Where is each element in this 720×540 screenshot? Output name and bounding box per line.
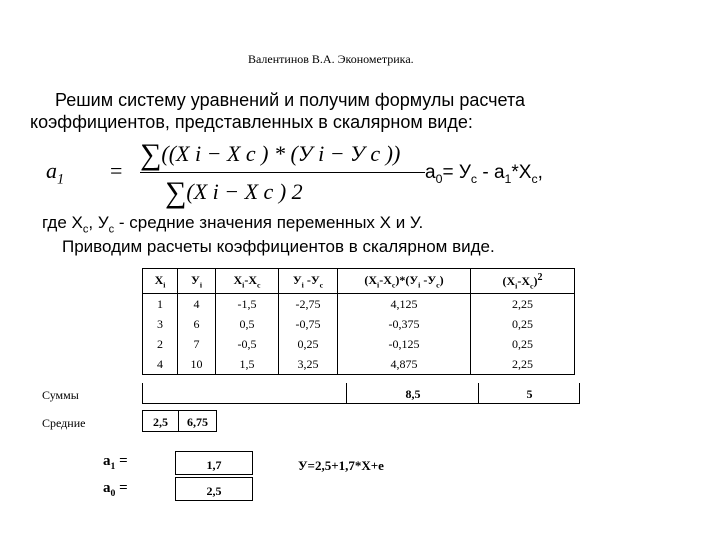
- sigma-icon: ∑: [140, 138, 162, 171]
- table-row: [143, 314, 575, 334]
- cell: 4,875: [338, 354, 471, 375]
- cell: -0,75: [279, 314, 338, 334]
- cell: -0,375: [338, 314, 471, 334]
- table-row: [143, 334, 575, 354]
- cell: 6: [178, 314, 216, 334]
- cell: 3: [143, 314, 178, 334]
- intro-line-1: Решим систему уравнений и получим формулы расчета: [55, 90, 526, 110]
- table-row: [143, 354, 575, 375]
- cell: 2: [143, 334, 178, 354]
- a1-result-value: 1,7: [175, 451, 253, 475]
- cell: 10: [178, 354, 216, 375]
- cell: 2,25: [471, 294, 575, 315]
- average-x: 2,5: [142, 410, 179, 432]
- header-xi: $X_i$: [143, 269, 178, 294]
- a0-formula: $a_0= У_c - a_1*X_c$,: [425, 162, 543, 186]
- cell: 0,25: [471, 314, 575, 334]
- cell: 7: [178, 334, 216, 354]
- calculation-table: [142, 268, 575, 375]
- a0-result-label: $a_0$ =: [103, 480, 128, 499]
- header-product: $(X_i-X_c)*(У_i$ $-У_c$): [338, 269, 471, 294]
- cell: 1,5: [216, 354, 279, 375]
- table-header-row: [143, 269, 575, 294]
- intro-line-2: коэффициентов, представленных в скалярном виде:: [30, 112, 473, 132]
- header-yi-yc: $У_i$ $-У_c$: [279, 269, 338, 294]
- cell: 2,25: [471, 354, 575, 375]
- cell: 0,25: [471, 334, 575, 354]
- header-square: $(X_i-X_c)^2$: [471, 269, 575, 294]
- document-header: Валентинов В.А. Эконометрика.: [248, 52, 414, 66]
- table-row: [143, 294, 575, 315]
- averages-label: Средние: [42, 416, 86, 430]
- calc-text: Приводим расчеты коэффициентов в скалярном виде.: [62, 237, 495, 256]
- cell: 3,25: [279, 354, 338, 375]
- header-yi: $У_i$: [178, 269, 216, 294]
- cell: -1,5: [216, 294, 279, 315]
- a1-formula: [40, 138, 400, 208]
- cell: -0,5: [216, 334, 279, 354]
- cell: 4: [178, 294, 216, 315]
- cell: 4,125: [338, 294, 471, 315]
- formula-lhs: $a_1$: [46, 158, 65, 188]
- sigma-icon: ∑: [165, 176, 187, 209]
- cell: 4: [143, 354, 178, 375]
- regression-equation: У=2,5+1,7*X+e: [298, 458, 384, 473]
- formula-denominator: ∑(X i − X c ) 2: [165, 176, 303, 209]
- formula-numerator: ∑((X i − X c ) * (У i − У c )): [140, 138, 401, 171]
- a0-result-value: 2,5: [175, 477, 253, 501]
- header-xi-xc: $X_i-X_c$: [216, 269, 279, 294]
- cell: 1: [143, 294, 178, 315]
- sums-row: [142, 383, 580, 404]
- fraction-bar: [140, 172, 425, 173]
- cell: -0,125: [338, 334, 471, 354]
- sum-square: 5: [478, 383, 580, 403]
- cell: 0,5: [216, 314, 279, 334]
- sums-label: Суммы: [42, 388, 79, 402]
- cell: -2,75: [279, 294, 338, 315]
- average-y: 6,75: [178, 410, 217, 432]
- where-text: где $X_c$, $У_c$ - средние значения переменных X и У.: [42, 213, 424, 236]
- a1-result-label: $a_1$ =: [103, 453, 128, 472]
- sum-product: 8,5: [346, 383, 479, 403]
- cell: 0,25: [279, 334, 338, 354]
- formula-equals: =: [110, 158, 123, 183]
